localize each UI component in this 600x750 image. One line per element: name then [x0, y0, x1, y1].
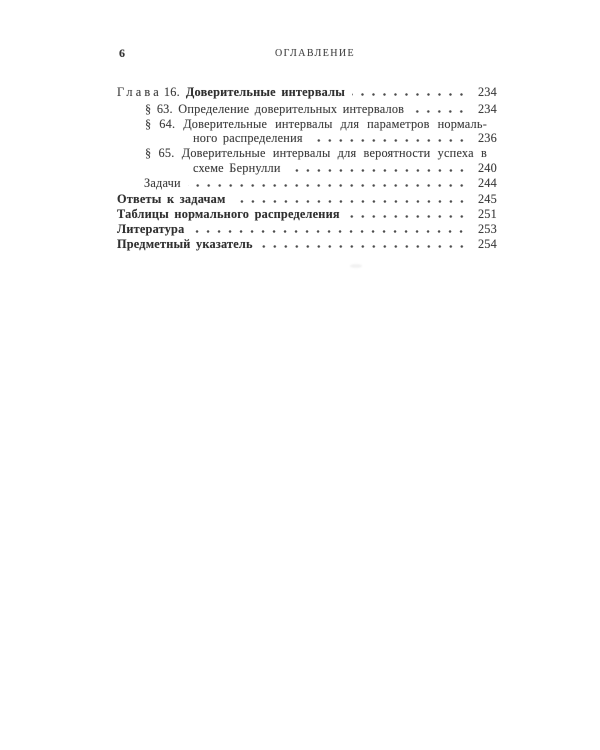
toc-entry-text: ного распределения: [193, 131, 303, 146]
chapter-title: Доверительные интервалы: [185, 85, 346, 99]
toc-entry-text: § 64. Доверительные интервалы для параметров нормаль-: [145, 116, 487, 131]
toc-entry: [117, 146, 497, 161]
toc-page-number: 251: [477, 207, 497, 222]
toc-entry-text: Литература: [117, 222, 185, 237]
toc-page-number: 244: [477, 175, 497, 190]
toc-chapter-entry: [117, 85, 497, 100]
dot-leader: [352, 93, 467, 96]
toc-entry: [117, 117, 497, 132]
toc-entry-text: Ответы к задачам: [117, 192, 226, 207]
text-block: [117, 46, 497, 252]
dot-leader: [191, 230, 467, 233]
toc-entry-text: Таблицы нормального распределения: [117, 207, 340, 222]
back-matter-entry: [117, 237, 497, 252]
dot-leader: [233, 200, 467, 203]
running-head: [117, 46, 497, 59]
toc-entry-continuation: [117, 131, 497, 146]
dot-leader: [288, 169, 467, 172]
dot-leader: [188, 184, 467, 187]
toc-entry-text: Задачи: [144, 175, 181, 190]
chapter-label: Глава: [117, 85, 162, 99]
toc-entry-text: § 65. Доверительные интервалы для вероятности успеха в: [145, 146, 487, 161]
back-matter-entry: [117, 207, 497, 222]
scan-artifact: [350, 264, 362, 268]
dot-leader: [347, 215, 467, 218]
toc-page-number: 234: [477, 101, 497, 116]
toc-entry: [117, 102, 497, 117]
back-matter-entry: [117, 192, 497, 207]
toc-entry: [117, 176, 497, 191]
toc-entry-text: схеме Бернулли: [193, 160, 281, 175]
running-head-title: ОГЛАВЛЕНИЕ: [275, 47, 355, 59]
dot-leader: [260, 245, 467, 248]
toc-page-number: 240: [477, 160, 497, 175]
dot-leader: [310, 139, 467, 142]
toc-page-number: 234: [477, 85, 497, 99]
toc-page-number: 253: [477, 222, 497, 237]
toc-entry-text: Предметный указатель: [117, 237, 253, 252]
toc-page-number: 236: [477, 131, 497, 146]
toc-entry-continuation: [117, 161, 497, 176]
table-of-contents: [117, 85, 497, 252]
toc-entry-text: § 63. Определение доверительных интервалов: [145, 101, 405, 116]
toc-page-number: 254: [477, 237, 497, 252]
back-matter-section: [117, 192, 497, 252]
chapter-number: 16.: [163, 85, 180, 99]
dot-leader: [411, 110, 467, 113]
toc-page-number: 245: [477, 192, 497, 207]
folio-page-number: 6: [119, 46, 125, 60]
back-matter-entry: [117, 222, 497, 237]
